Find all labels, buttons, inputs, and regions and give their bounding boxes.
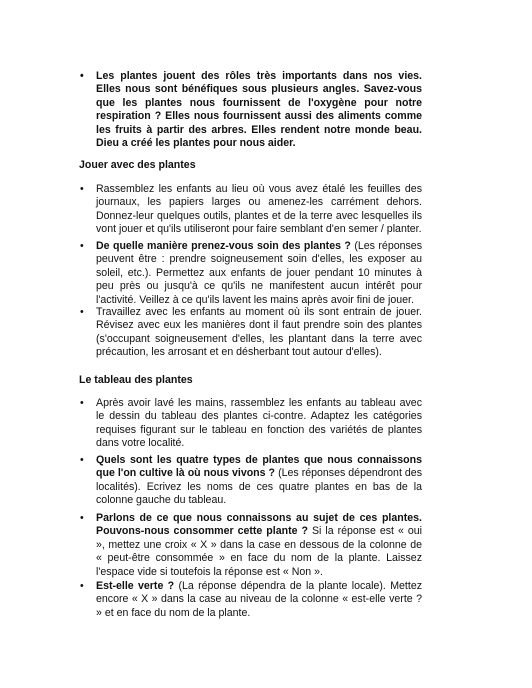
intro-paragraph (80, 70, 422, 150)
bullet: • (80, 454, 84, 466)
item-text: (Les réponses dépendront des localités). Ecrivez les noms de ces quatre plantes en bas de la colonne gauche du tableau. (96, 467, 422, 507)
bullet: • (80, 183, 84, 195)
list-item (80, 454, 422, 508)
bullet: • (80, 397, 84, 409)
intro-text: Les plantes jouent des rôles très importants dans nos vies. Elles nous sont bénéfiques sous plusieurs angles. Savez-vous que les plantes nous fournissent de l'oxygène pour notre respiration ? Elles nous fournissent aussi des aliments comme les fruits à partir des arbres. Elles rendent notre monde beau. Dieu a créé les plantes pour nous aider. (96, 70, 422, 150)
bullet: • (80, 512, 84, 524)
list-item (80, 512, 422, 579)
item-text: Travaillez avec les enfants au moment où ils sont entrain de jouer. Révisez avec eux les manières dont il faut prendre soin des plantes (s'occupant soigneusement d'elles, les plantant dans la terre avec précaution, les arrosant et en désherbant tout autour d'elles). (96, 306, 422, 359)
bullet: • (80, 306, 84, 318)
item-text: (Les réponses peuvent être : prendre soigneusement soin d'elles, les exposer au soleil, etc.). Permettez aux enfants de jouer pendant 10 minutes à peu près ou jusqu'à ce qu'ils ne manifestent aucun intérêt pour l'activité. Veillez à ce qu'ils lavent les mains après avoir fini de jouer. (96, 240, 422, 306)
item-text: (La réponse dépendra de la plante locale). Mettez encore « X » dans la case au niveau de la colonne « est-elle verte ? » et en face du nom de la plante. (96, 580, 423, 619)
list-item (80, 183, 422, 237)
list-item (80, 240, 422, 307)
item-bold-lead: Est-elle verte ? (96, 580, 175, 592)
item-bold-lead: Quels sont les quatre types de plantes que nous connaissons que l'on cultive là où nous vivons ? (96, 454, 422, 480)
item-text: Après avoir lavé les mains, rassemblez les enfants au tableau avec le dessin du tableau des plantes ci-contre. Adaptez les catégories requises figurant sur le tableau en fonction des variétés de plantes dans votre localité. (96, 397, 422, 450)
list-item (80, 397, 422, 451)
item-bold-lead: De quelle manière prenez-vous soin des plantes ? (96, 240, 351, 252)
bullet: • (80, 580, 84, 592)
section-heading-jouer: Jouer avec des plantes (79, 159, 196, 171)
bullet: • (80, 70, 84, 82)
section-heading-tableau: Le tableau des plantes (79, 374, 193, 386)
bullet: • (80, 240, 84, 252)
list-item (80, 580, 423, 620)
list-item (80, 306, 422, 360)
item-bold-lead: Parlons de ce que nous connaissons au sujet de ces plantes. Pouvons-nous consommer cette plante ? (96, 512, 422, 538)
item-text: Si la réponse est « oui », mettez une croix « X » dans la case en dessous de la colonne de « peut-être consommée » en face du nom de la plante. Laissez l'espace vide si toutefois la réponse est « Non ». (96, 525, 422, 578)
item-text: Rassemblez les enfants au lieu où vous avez étalé les feuilles des journaux, les papiers larges ou amenez-les carrément dehors. Donnez-leur quelques outils, plantes et de la terre avec lesquelles ils vont jouer et qu'ils utiliseront pour faire semblant d'en semer / planter. (96, 183, 422, 236)
